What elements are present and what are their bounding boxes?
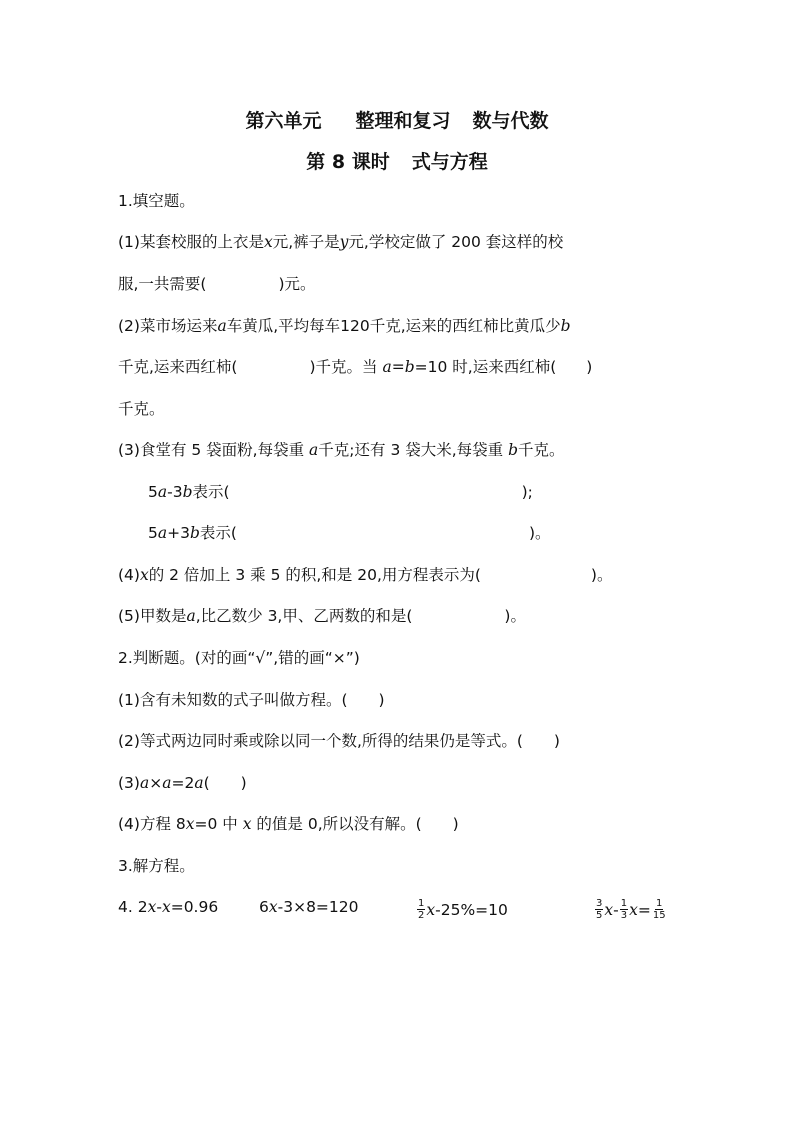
q1-heading: 1.填空题。 [118, 192, 195, 210]
q3-heading: 3.解方程。 [118, 857, 195, 875]
lesson-number: 第 8 课时 [306, 151, 390, 173]
equation-4: $\frac{3}{5}$ x - $\frac{1}{3}$ x = $\frac{1}{15}$ [596, 898, 666, 921]
lesson-title [0, 147, 794, 174]
topic-title: 整理和复习 [355, 110, 451, 132]
unit-title: 第六单元 [245, 110, 322, 132]
q1-p3-line3: 5a+3b表示( )。 [148, 524, 551, 542]
q1-p4: (4)x的 2 倍加上 3 乘 5 的积,和是 20,用方程表示为( )。 [118, 566, 613, 584]
q2-p3: (3)a×a=2a( ) [118, 774, 247, 792]
q2-p2: (2)等式两边同时乘或除以同一个数,所得的结果仍是等式。( ) [118, 732, 560, 750]
q2-p1: (1)含有未知数的式子叫做方程。( ) [118, 691, 385, 709]
q1-p1-line1: (1)某套校服的上衣是x元,裤子是y元,学校定做了 200 套这样的校 [118, 233, 564, 251]
q1-p3-line2: 5a-3b表示( ); [148, 483, 533, 501]
q2-p4: (4)方程 8x=0 中 x 的值是 0,所以没有解。( ) [118, 815, 459, 833]
equation-3: $\frac{1}{2}$ x -25%=10 [418, 898, 508, 921]
q2-heading: 2.判断题。(对的画“√”,错的画“×”) [118, 649, 360, 667]
q1-p2-line1: (2)菜市场运来a车黄瓜,平均每车120千克,运来的西红柿比黄瓜少b [118, 317, 571, 335]
sub-title: 数与代数 [472, 110, 549, 132]
equation-1: 4. 2 x - x =0.96 [118, 898, 219, 916]
q1-p2-line3: 千克。 [118, 400, 165, 418]
q1-p1-line2: 服,一共需要( )元。 [118, 275, 316, 293]
fraction: $\frac{1}{2}$ [418, 898, 425, 921]
lesson-topic: 式与方程 [411, 151, 488, 173]
q1-p5: (5)甲数是a,比乙数少 3,甲、乙两数的和是( )。 [118, 607, 526, 625]
q1-p3-line1: (3)食堂有 5 袋面粉,每袋重 a千克;还有 3 袋大米,每袋重 b千克。 [118, 441, 565, 459]
fraction: $\frac{1}{15}$ [652, 898, 666, 921]
q1-p2-line2: 千克,运来西红柿( )千克。当 a=b=10 时,运来西红柿( ) [118, 358, 593, 376]
equation-2: 6 x -3×8=120 [259, 898, 359, 916]
page-title [0, 106, 794, 133]
fraction: $\frac{1}{3}$ [620, 898, 628, 921]
fraction: $\frac{3}{5}$ [596, 898, 603, 921]
